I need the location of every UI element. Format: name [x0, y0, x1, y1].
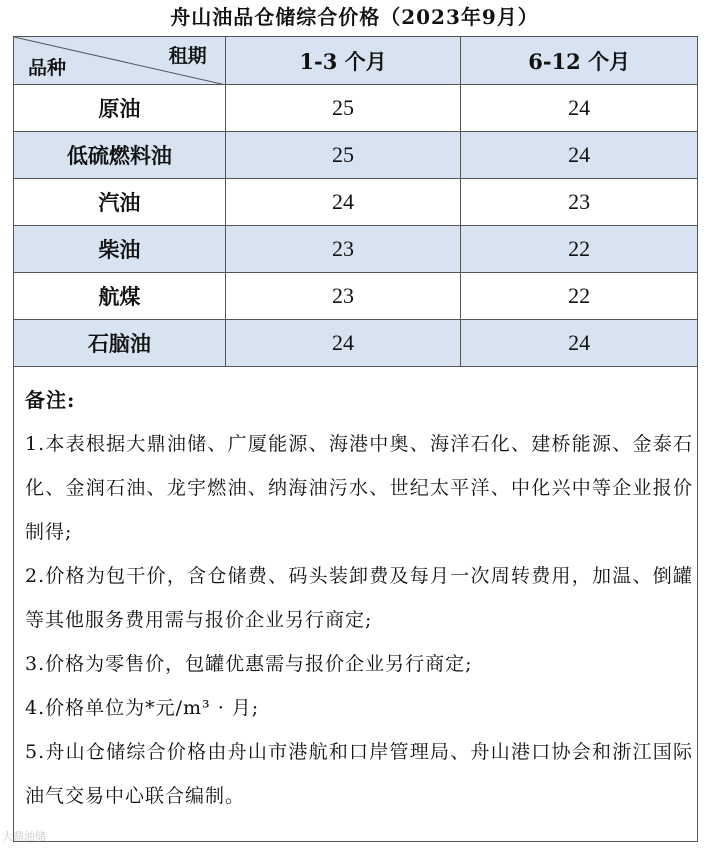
price-1-3-months: 24 [225, 320, 461, 367]
note-item: 1.本表根据大鼎油储、广厦能源、海港中奥、海洋石化、建桥能源、金泰石化、金润石油、龙宇燃油、纳海油污水、世纪太平洋、中化兴中等企业报价制得; [25, 433, 693, 543]
product-name: 汽油 [14, 179, 226, 226]
page-title: 舟山油品仓储综合价格（2023年9月） [170, 5, 539, 29]
price-6-12-months: 22 [461, 273, 698, 320]
price-6-12-months: 24 [461, 85, 698, 132]
table-row [14, 320, 698, 367]
corner-header-cell [14, 37, 226, 85]
product-name: 航煤 [14, 273, 226, 320]
price-1-3-months: 25 [225, 132, 461, 179]
watermark: 大鼎油储 [2, 830, 46, 843]
product-name: 低硫燃料油 [14, 132, 226, 179]
note-item: 3.价格为零售价，包罐优惠需与报价企业另行商定; [25, 653, 473, 675]
price-1-3-months: 24 [225, 179, 461, 226]
price-1-3-months: 23 [225, 273, 461, 320]
product-name: 石脑油 [14, 320, 226, 367]
price-6-12-months: 24 [461, 320, 698, 367]
notes-heading: 备注: [25, 388, 76, 412]
price-6-12-months: 23 [461, 179, 698, 226]
price-1-3-months: 23 [225, 226, 461, 273]
column-header-1-3-months: 1-3 个月 [225, 37, 461, 85]
product-name: 柴油 [14, 226, 226, 273]
note-item: 5.舟山仓储综合价格由舟山市港航和口岸管理局、舟山港口协会和浙江国际油气交易中心联合编制。 [25, 741, 693, 807]
column-axis-label: 租期 [168, 45, 207, 67]
price-6-12-months: 24 [461, 132, 698, 179]
notes-section [25, 378, 693, 818]
table-row [14, 85, 698, 132]
table-row [14, 226, 698, 273]
price-table [13, 36, 698, 367]
price-6-12-months: 22 [461, 226, 698, 273]
price-1-3-months: 25 [225, 85, 461, 132]
note-item: 4.价格单位为*元/m³ · 月; [25, 697, 260, 719]
table-row [14, 273, 698, 320]
table-row [14, 179, 698, 226]
column-header-6-12-months: 6-12 个月 [461, 37, 698, 85]
table-row [14, 132, 698, 179]
note-item: 2.价格为包干价，含仓储费、码头装卸费及每月一次周转费用，加温、倒罐等其他服务费用需与报价企业另行商定; [25, 565, 693, 631]
product-name: 原油 [14, 85, 226, 132]
table-header-row [14, 37, 698, 85]
row-axis-label: 品种 [28, 57, 67, 79]
